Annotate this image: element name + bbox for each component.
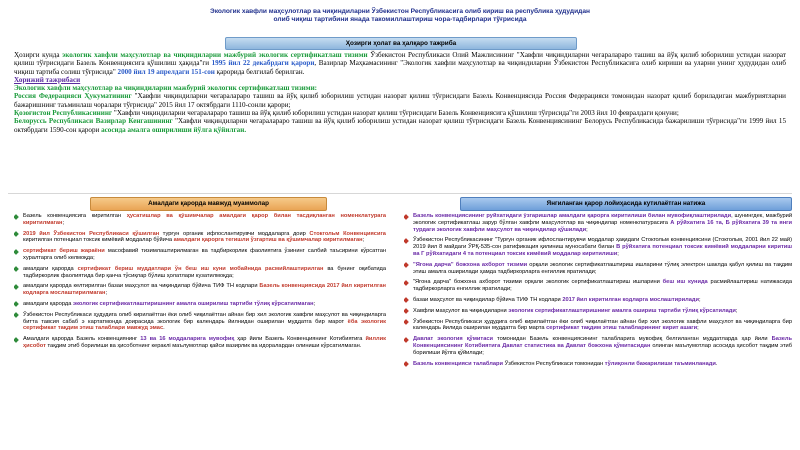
text-run: амалдаги қарорда	[23, 300, 73, 307]
text-run: масофавий тизимлаштирилмаган ва тадбиркорлик фаолиятига ўзининг салбий таъсирини кўрсатган хуралтарга олиб келмоқда;	[23, 248, 386, 261]
kazakhstan-item	[14, 109, 786, 117]
text-run: "Ягона дарча" божхона ахборот тизими	[413, 261, 528, 268]
country-name: Белоруссь Республикаси Вазирлар Кенгашининг	[14, 117, 173, 126]
text-run: ҳусатишлар ва қўшимчалар амалдаги қарор билан тасдиқланган номенклатурага киритилмаган	[23, 213, 386, 226]
bullet-icon	[404, 298, 409, 304]
list-item	[14, 213, 386, 227]
belarus-item	[14, 117, 786, 134]
text-run: .	[715, 360, 718, 367]
text-run: амалдаги қарорга тегишли ўзгартиш ва қўшимчалар киритилмаган	[173, 237, 363, 244]
text-run: ;	[594, 268, 597, 275]
intro-text	[14, 51, 786, 134]
text-run: Амалдаги қарорда Базель конвенциянинг	[23, 336, 141, 343]
bullet-icon	[404, 214, 409, 220]
bullet-icon	[14, 312, 19, 318]
text-run: ;	[586, 226, 588, 233]
problems-column	[14, 213, 386, 447]
text-run: киритилган потенциал токсик кимёвий моддалар бўйича	[23, 237, 174, 244]
text-run: ;	[617, 250, 619, 257]
text-run: , шунингдек, мажбурий экологик сертификатлаш зарур бўлган хавфли маҳсулотлар ва чиқиндилар номенклатурасига	[413, 213, 792, 226]
list-item	[404, 319, 792, 333]
list-item	[14, 336, 386, 350]
text-run: Давлат экология қўмитаси	[413, 336, 494, 343]
text-run: Ўзбекистон Республикаси ҳудудига олиб кирилаётган ёки олиб чиқилаётган айнан бир хил экологик хавфли маҳсулот ва чиқиндиларга битта тавсия сабаб э картатмонда доирасида экологик бир календарь йилнидан оширилан муддатга бир марот	[23, 311, 386, 325]
right-column-heading: Янгиланган қарор лойиҳасида кутилаётган натижа	[460, 197, 792, 211]
list-item	[404, 361, 792, 368]
text-run: Базель конвенциясида 2017 йил киритилган кодларга мослаштирилмаган	[23, 283, 386, 297]
text-run: Базель конвенцияси талаблари	[413, 360, 504, 367]
list-item	[404, 297, 792, 304]
bullet-icon	[14, 302, 19, 308]
text-run: Базель Конвенциясининг Котибиятига Давлат статистика ва Давлат божхона қўмитасидан	[413, 336, 792, 349]
system-heading: Экологик хавфли маҳсулотлар ва чиқиндиларни мажбурий экологик сертификатлаш тизими:	[14, 84, 318, 93]
text-run: сертификат бериш муддатлари ўн беш иш куни мобайнида расмийлаштирилган	[77, 265, 324, 272]
text-run: Стокгольм Конвенциясига	[309, 230, 386, 237]
text-run: Базель конвенциясига киритилган	[23, 213, 127, 219]
bullet-icon	[404, 280, 409, 286]
left-column-heading: Амалдаги қарорда мавжуд муаммолар	[90, 197, 327, 211]
text-run: Ўзбекистон Республикаси ҳудудига олиб кирилаётган ёки олиб чиқилаётган айнан бир хил экологик хавфли маҳсулот ва чиқиндиларга бир календарь йилида оширилан муддатга бир марта	[413, 318, 792, 332]
text-run: 1995 йил 22 декабрдаги қарори	[211, 59, 315, 68]
text-run: ёба экологик сертификат тақдим этиш талаблари мавжуд эмас	[23, 318, 386, 332]
russia-item	[14, 92, 786, 109]
bullet-icon	[14, 266, 19, 272]
text-run: ;	[105, 290, 108, 297]
text-run: 2017 йил киритилган кодларга мослаштирилади	[562, 296, 699, 303]
text-run: орқали экологик сертификатлаштириш ишларини тўлиқ электрон шаклда қабул қилиш ва тақдим этиш амалга оширилади ҳамда тадбиркорларга енгиллик яратилади	[413, 261, 792, 275]
text-run: Ўзбекистон Республикаси томонидан	[503, 360, 605, 367]
list-item	[14, 266, 386, 280]
list-item	[14, 248, 386, 262]
list-item	[404, 336, 792, 356]
text-run: Ўзбекистон Республикаси Олий Мажлисининг "Хавфли чиқиндиларни чегаралараро ташиш ва йўқ қилиб юборилиш устидан назорат қилиш тўғрисидаги Базель Конвенциясига қўшилиш ҳақида"ги	[14, 51, 786, 68]
text-run: амалдаги қарорда келтирилган базаи маҳсулот ва чиқиндилар бўйича ТИФ ТН кодлари	[23, 283, 260, 290]
page-title-line2: олиб чиқиш тартибини янада такомиллаштириш чора-тадбирлари тўғрисида	[273, 16, 527, 23]
bullet-icon	[14, 337, 19, 343]
list-item	[14, 312, 386, 332]
text-run: йиллик ҳисобот	[23, 336, 386, 349]
results-list	[404, 213, 792, 367]
text-run: ;	[698, 296, 701, 303]
text-run: В рўйхатига потенциал токсик кимёвий моддаларни киритиш ва Г рўйхатидаги 4 та потенциал токсик кимёвий моддалар киритилиши	[413, 244, 792, 257]
list-item	[14, 283, 386, 297]
text-run: ;	[735, 307, 738, 314]
bullet-icon	[404, 337, 409, 343]
text-run: асосида амалга оширилиши йўлга қўйилган.	[101, 125, 247, 134]
text-run: амалдаги қарорда	[23, 265, 78, 272]
country-name: Россия Федерацияси Ҳукуматининг	[14, 92, 132, 101]
results-column	[404, 213, 792, 447]
foreign-heading: Хорижий тажрибаси	[14, 75, 81, 84]
bullet-icon	[404, 319, 409, 325]
text-run: расмийлаштириш натижасида тадбиркорларга енгиллик яратилади	[413, 279, 792, 293]
page-title	[150, 8, 650, 24]
text-run: А рўйхатига 16 та, Б рўйхатига 39 та янги турдаги экологик хавфли маҳсулот ва чиқиндилар қўшилади	[413, 219, 792, 233]
text-run: ва бунинг оқибатида тадбиркорлик фаолиятида бир қанча тўсиқлар бўлиш ҳолатлари кузатилмоқда;	[23, 265, 386, 279]
divider	[8, 193, 792, 194]
list-item	[14, 231, 386, 245]
text-run: тақдим этиб борилиши ва ҳисоботнинг кераклі маълумотлар қайси вазирлик ва идоралардан олиниши кўрсатилмаган.	[45, 342, 362, 349]
list-item	[404, 308, 792, 315]
text-run: Базель конвенциясининг руйхатидаги ўзгаришлар амалдаги қарорга киритилиши билан мувофиқлаштирилади	[413, 213, 732, 219]
text-run: "Ягона дарча" божхона ахборот тизими орқали экологик сертификатлаштириш ишларини	[413, 279, 663, 286]
bullet-icon	[14, 249, 19, 255]
list-item	[404, 213, 792, 233]
problems-list	[14, 213, 386, 350]
bullet-icon	[14, 214, 19, 220]
text-run: олинган маълумотлар асосида ҳисобот тақдим этиб борилиши йўлга қўйилади;	[413, 342, 792, 356]
text-run: ;	[510, 286, 512, 293]
section-heading: Ҳозирги ҳолат ва ҳалқаро тажриба	[225, 37, 577, 50]
text-run: ;	[62, 219, 65, 226]
text-run: Хавфли маҳсулот ва чиқиндиларни	[413, 307, 509, 314]
text-run: қарорида белгилаб берилган.	[214, 67, 305, 76]
text-run: ;	[697, 325, 699, 332]
text-run: , Вазирлар Маҳкамасининг "Экологик хавфли маҳсулотлар ва чиқиндиларни Ўзбекистон Республикасига олиб кириши ва уларни унинг ҳудудидан олиб чиқиш тартиба солиш тўғрисида"	[14, 59, 786, 76]
text-run: Ҳозирги кунда	[14, 51, 63, 59]
list-item	[404, 279, 792, 293]
text-run: 13 ва 16 моддаларига мувофиқ	[140, 336, 235, 343]
bullet-icon	[404, 361, 409, 367]
bullet-icon	[404, 308, 409, 314]
text-run: ;	[362, 237, 365, 244]
bullet-icon	[404, 262, 409, 268]
page-title-line1: Экологик хавфли маҳсулотлар ва чиқиндиларни Ўзбекистон Республикасига олиб кириш ва республика ҳудудидан	[210, 8, 590, 15]
text-run: сертификат бериш жараёни	[23, 248, 105, 255]
list-item	[14, 301, 386, 308]
text-run: Ўзбекистон Республикасининг "Турғун органик ифлослантирувчи моддалар ҳақидаги Стокгольм конвенциясини (Стокгольм, 2001 йил 22 май) 2019 йил 8 майдаги ЎРҚ-535-сон ратификация қилиниш муносабати билан	[413, 237, 792, 251]
text-run: базаи маҳсулот ва чиқиндилар бўйича ТИФ ТН кодлари	[413, 296, 563, 303]
text-run: .	[163, 325, 165, 332]
text-run: экологик сертификатлаштиришнинг амалга ошириш тартиби тўлиқ кўрсатилади	[508, 307, 736, 314]
list-item	[404, 237, 792, 257]
text-run: "Хавфли чиқиндиларни чегаралараро ташиш ва йўқ қилиб юборилиш устидан назорат қилиш тўғрисидаги Базель Конвенциясига қўшилиш тўғрисида"ги 2003 йил 10 февралдаги қонуни;	[112, 109, 679, 118]
text-run: беш иш кунида	[662, 279, 708, 286]
text-run: ҳар йили Базель Конвенциянинг Котибиятига	[234, 336, 366, 343]
list-item	[404, 262, 792, 276]
text-run: экологик сертификатлаштиришнинг амалга оширилиш тартиби тўлиқ кўрсатилмаган	[72, 300, 314, 307]
text-run: тўлиқонли бажарилиши таъминланади	[604, 360, 716, 367]
bullet-icon	[404, 238, 409, 244]
text-run: 2019 йил Ўзбекистон Республикаси қўшилган	[23, 230, 160, 237]
text-run: экологик хавфли маҳсулотлар ва чиқиндиларни мажбурий экологик сертификатлаш тизими	[62, 51, 368, 59]
text-run: ;	[313, 300, 316, 307]
text-run: "Хавфли чиқиндиларни чегаралараро ташиш ва йўқ қилиб юборилиш устидан назорат қилиш тўғрисидаги Базель Конвенциясида Россия Федерацияси томонидан назорат қилиб бориладиган мажбуриятларни бажаришнинг таъминлаш чоралари тўғрисида" 2015 йил 17 октябрдаги 1110-сонли қарори;	[14, 92, 786, 109]
text-run: 2000 йил 19 апрелдаги 151-сон	[117, 67, 215, 76]
country-name: Қозоғистон Республикасининг	[14, 109, 113, 118]
bullet-icon	[14, 231, 19, 237]
bullet-icon	[14, 284, 19, 290]
text-run: "Хавфли чиқиндиларни чегаралараро ташиш ва йўқ қилиб юборилиш устидан назорат қилиш тўғрисидаги Базель Конвенциясининг Белорусь Республикасида бажарилиши тўғрисида"ги 1999 йил 15 октябрдаги 1590-сон қарори	[14, 117, 786, 134]
text-run: сертификат тақдим этиш талабларининг кирит ашаги	[546, 325, 698, 332]
text-run: томонидан Базель конвенциясининг талабларига мувофиқ белгиланган муддатларда ҳар йили	[493, 336, 772, 343]
text-run: турғун органик ифлослантирувчи моддаларга доир	[159, 230, 310, 237]
intro-paragraph	[14, 51, 786, 76]
